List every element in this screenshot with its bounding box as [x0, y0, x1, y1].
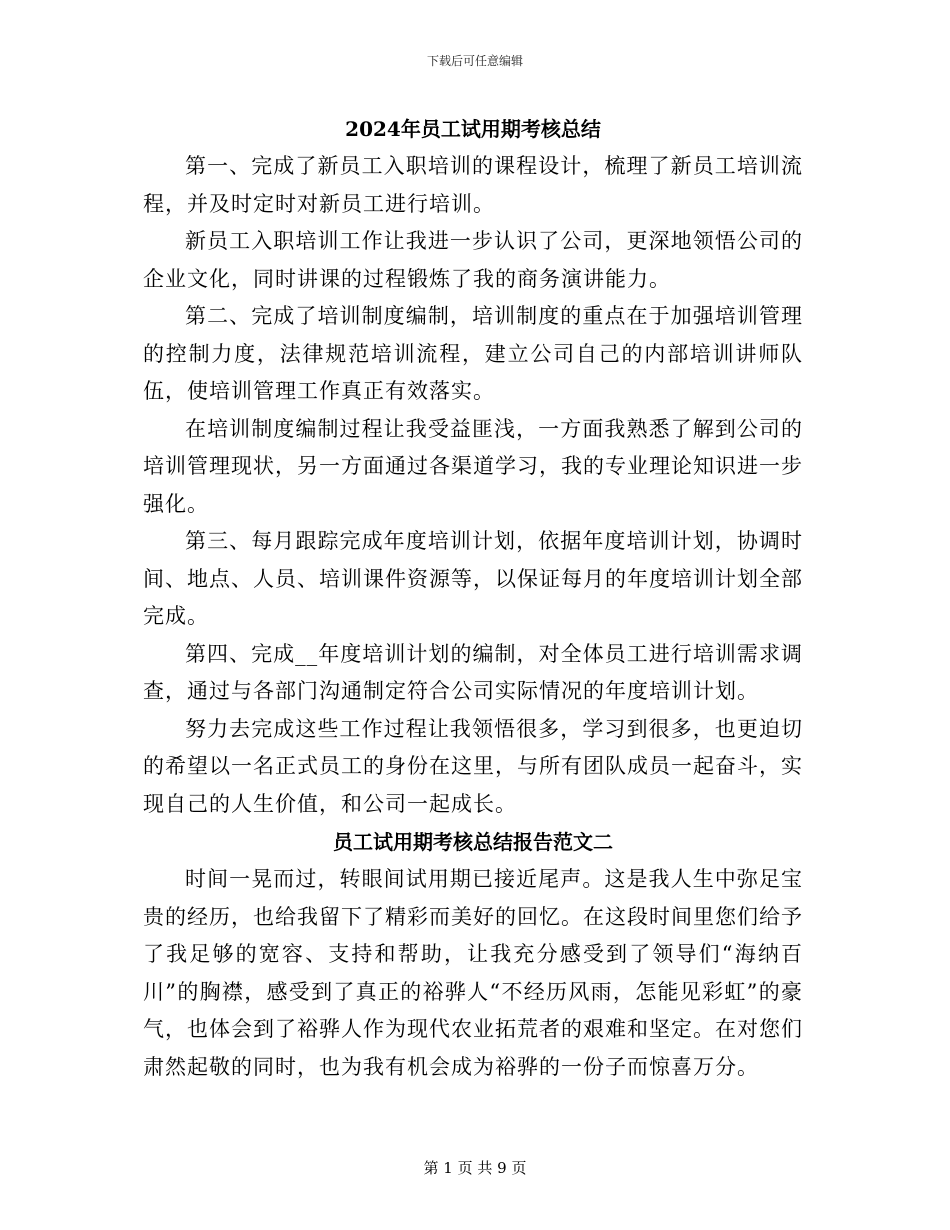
- paragraph-2: 新员工入职培训工作让我进一步认识了公司，更深地领悟公司的企业文化，同时讲课的过程锻炼了我的商务演讲能力。: [143, 229, 803, 291]
- page-header-note: 下载后可任意编辑: [426, 54, 523, 68]
- paragraph-3: 第二、完成了培训制度编制，培训制度的重点在于加强培训管理的控制力度，法律规范培训流程，建立公司自己的内部培训讲师队伍，使培训管理工作真正有效落实。: [143, 304, 803, 403]
- page-number: 第 1 页 共 9 页: [423, 1159, 527, 1177]
- paragraph-8: 时间一晃而过，转眼间试用期已接近尾声。这是我人生中弥足宝贵的经历，也给我留下了精彩而美好的回忆。在这段时间里您们给予了我足够的宽容、支持和帮助，让我充分感受到了领导们“海纳百川”的胸襟，感受到了真正的裕骅人“不经历风雨，怎能见彩虹”的豪气，也体会到了裕骅人作为现代农业拓荒者的艰难和坚定。在对您们肃然起敬的同时，也为我有机会成为裕骅的一份子而惊喜万分。: [143, 867, 803, 1079]
- paragraph-5: 第三、每月跟踪完成年度培训计划，依据年度培训计划，协调时间、地点、人员、培训课件资源等，以保证每月的年度培训计划全部完成。: [143, 529, 803, 628]
- document-title: 2024年员工试用期考核总结: [345, 117, 601, 141]
- section-subtitle: 员工试用期考核总结报告范文二: [333, 830, 613, 854]
- paragraph-1: 第一、完成了新员工入职培训的课程设计，梳理了新员工培训流程，并及时定时对新员工进行培训。: [143, 154, 803, 216]
- document-body: [143, 110, 803, 1086]
- paragraph-7: 努力去完成这些工作过程让我领悟很多，学习到很多，也更迫切的希望以一名正式员工的身份在这里，与所有团队成员一起奋斗，实现自己的人生价值，和公司一起成长。: [143, 716, 803, 816]
- paragraph-4: 在培训制度编制过程让我受益匪浅，一方面我熟悉了解到公司的培训管理现状，另一方面通过各渠道学习，我的专业理论知识进一步强化。: [143, 416, 803, 516]
- paragraph-6: 第四、完成__年度培训计划的编制，对全体员工进行培训需求调查，通过与各部门沟通制定符合公司实际情况的年度培训计划。: [143, 641, 803, 703]
